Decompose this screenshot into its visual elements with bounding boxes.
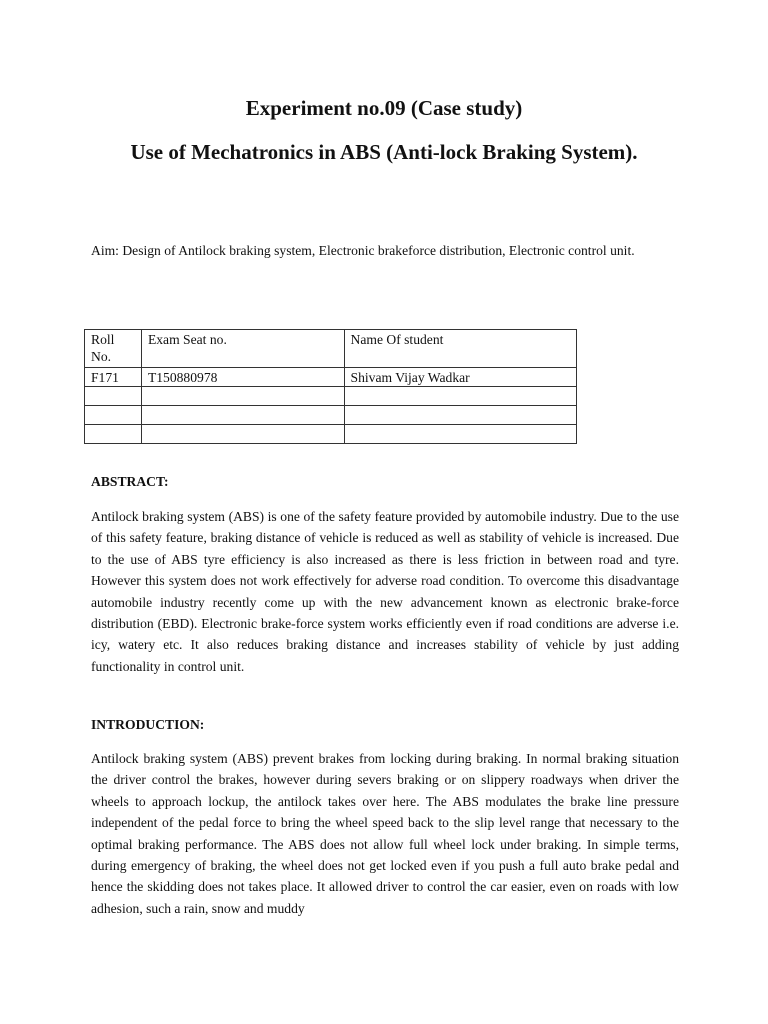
empty-cell [344,425,576,444]
header-student-name: Name Of student [344,330,576,368]
empty-cell [344,406,576,425]
table-row [85,368,577,387]
header-roll-no: Roll No. [85,330,142,368]
empty-cell [141,425,344,444]
cell-roll-no: F171 [85,368,142,387]
empty-cell [85,406,142,425]
abstract-heading: ABSTRACT: [91,474,169,489]
table-row-empty [85,387,577,406]
abstract-paragraph: Antilock braking system (ABS) is one of the safety feature provided by automobile industry. Due to the use of this safety feature, braking distance of vehicle is reduced as well as stability of vehicle is increased. Due to the use of ABS tyre efficiency is also increased as there is less friction in between road and tyre. However this system does not work effectively for adverse road condition. To overcome this disadvantage automobile industry recently come up with the new advancement known as electronic brake-force distribution (EBD). Electronic brake-force system works efficiently even if road conditions are adverse i.e. icy, watery etc. It also reduces braking distance and increases stability of vehicle by just adding functionality in control unit. [91,509,679,674]
aim-text: Aim: Design of Antilock braking system, Electronic brakeforce distribution, Electronic control unit. [91,243,635,258]
empty-cell [85,425,142,444]
cell-student-name: Shivam Vijay Wadkar [344,368,576,387]
introduction-paragraph: Antilock braking system (ABS) prevent brakes from locking during braking. In normal braking situation the driver control the brakes, however during severs braking or on slippery roadways when driver the wheels to approach lockup, the antilock takes over here. The ABS modulates the brake line pressure independent of the pedal force to bring the wheel speed back to the slip level range that necessary to the optimal braking performance. The ABS does not allow full wheel lock under braking. In simple terms, during emergency of braking, the wheel does not get locked even if you push a full auto brake pedal and hence the skidding does not takes place. It allowed driver to control the car easier, even on roads with low adhesion, such a rain, snow and muddy [91,751,679,916]
introduction-heading: INTRODUCTION: [91,717,205,732]
empty-cell [141,387,344,406]
document-subtitle: Use of Mechatronics in ABS (Anti-lock Braking System). [130,140,638,164]
empty-cell [85,387,142,406]
header-exam-seat: Exam Seat no. [141,330,344,368]
experiment-title: Experiment no.09 (Case study) [245,96,523,120]
empty-cell [344,387,576,406]
table-row-empty [85,406,577,425]
empty-cell [141,406,344,425]
cell-exam-seat: T150880978 [141,368,344,387]
student-info-table [84,329,577,444]
table-header-row [85,330,577,368]
table-row-empty [85,425,577,444]
